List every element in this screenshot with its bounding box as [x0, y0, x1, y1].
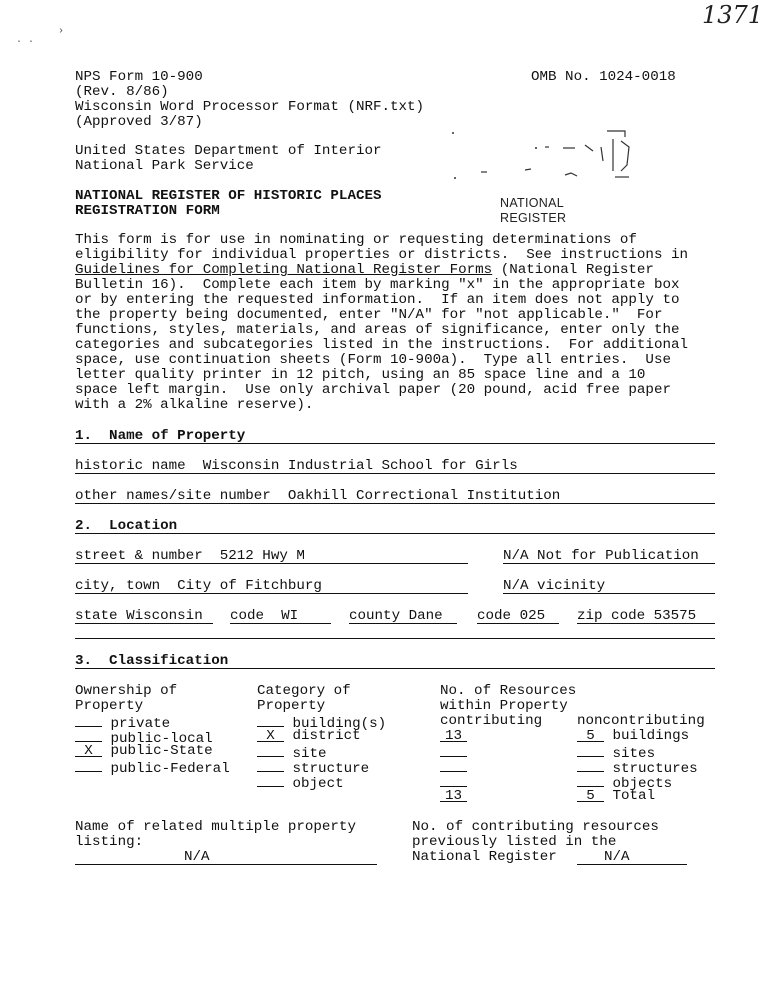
scan-speck-mark: · ·: [16, 37, 35, 48]
city-rule: [75, 593, 468, 594]
option-label: public-local: [110, 731, 213, 747]
handwritten-page-number: 1371: [702, 1, 764, 29]
noncontributing-total[interactable]: 5: [577, 789, 604, 802]
contributing-count[interactable]: [440, 744, 467, 757]
instructions-line: or by entering the requested information. If an item does not apply to: [75, 292, 680, 308]
instructions-line: the property being documented, enter "N/A" for "not applicable." For: [75, 307, 663, 323]
section-1-rule: [75, 443, 715, 444]
contributing-count[interactable]: [440, 759, 467, 772]
instructions-line: with a 2% alkaline reserve).: [75, 397, 314, 413]
resources-title: No. of Resources: [440, 683, 577, 699]
agency-service: National Park Service: [75, 158, 254, 174]
scan-speck-mark: ›: [58, 26, 65, 37]
form-approved: (Approved 3/87): [75, 114, 203, 130]
resource-label: structures: [612, 761, 698, 777]
previously-listed-label-3: National Register: [412, 849, 557, 865]
option-label: building(s): [292, 716, 387, 732]
instructions-line: This form is for use in nominating or requesting determinations of: [75, 232, 637, 248]
ownership-title: Ownership of: [75, 683, 178, 699]
checkbox-site[interactable]: [257, 744, 284, 757]
contributing-column-header: contributing: [440, 713, 543, 729]
other-names-rule: [75, 503, 715, 504]
resource-label: Total: [612, 788, 656, 804]
category-title: Category of: [257, 683, 351, 699]
state-code-rule: [230, 623, 331, 624]
option-label: object: [292, 776, 344, 792]
resources-row-buildings-non: [577, 729, 689, 744]
contributing-count[interactable]: [440, 774, 467, 787]
other-names-field: other names/site number Oakhill Correctional Institution: [75, 488, 561, 504]
form-format: Wisconsin Word Processor Format (NRF.txt): [75, 99, 425, 115]
resource-label: objects: [612, 776, 673, 792]
instructions-line: letter quality printer in 12 pitch, using an 85 space line and a 10: [75, 367, 646, 383]
form-revision: (Rev. 8/86): [75, 84, 169, 100]
county-rule: [349, 623, 457, 624]
related-listing-value[interactable]: N/A: [184, 849, 210, 865]
instructions-line: space left margin. Use only archival paper (20 pound, acid free paper: [75, 382, 671, 398]
street-rule: [75, 563, 468, 564]
received-stamp-marks: [445, 125, 645, 190]
omb-number: OMB No. 1024-0018: [531, 69, 676, 85]
category-option-district: [257, 729, 361, 744]
section-2-rule: [75, 533, 715, 534]
zip-rule: [577, 623, 715, 624]
historic-name-field: historic name Wisconsin Industrial School for Girls: [75, 458, 518, 474]
option-label: structure: [292, 761, 370, 777]
category-title-2: Property: [257, 698, 326, 714]
previously-listed-label: No. of contributing resources: [412, 819, 659, 835]
noncontributing-count[interactable]: [577, 774, 604, 787]
zip-code-field: zip code 53575: [577, 608, 697, 624]
related-listing-label-2: listing:: [75, 834, 144, 850]
resources-row-total: [440, 789, 467, 804]
ownership-option-public-federal: [75, 759, 230, 777]
guidelines-reference: Guidelines for Completing National Register Forms: [75, 262, 493, 278]
checkbox-public-state[interactable]: X: [75, 744, 102, 757]
category-option-object: [257, 774, 344, 792]
section-1-heading: 1. Name of Property: [75, 428, 246, 444]
city-town-field: city, town City of Fitchburg: [75, 578, 322, 594]
instructions-line: Bulletin 16). Complete each item by marking "x" in the appropriate box: [75, 277, 680, 293]
instructions-line-tail: (National Register: [492, 262, 654, 278]
previously-listed-rule: [577, 864, 687, 865]
stamp-national: NATIONAL: [500, 196, 564, 210]
checkbox-private[interactable]: [75, 714, 102, 727]
checkbox-public-local[interactable]: [75, 729, 102, 742]
form-subtitle: REGISTRATION FORM: [75, 203, 220, 219]
state-rule: [75, 623, 213, 624]
ownership-title-2: Property: [75, 698, 144, 714]
checkbox-object[interactable]: [257, 774, 284, 787]
checkbox-public-federal[interactable]: [75, 759, 102, 772]
checkbox-buildings[interactable]: [257, 714, 284, 727]
ownership-option-public-state: [75, 744, 213, 759]
agency-department: United States Department of Interior: [75, 143, 382, 159]
section-3-rule: [75, 668, 715, 669]
not-for-publication-rule: [503, 563, 715, 564]
noncontributing-count[interactable]: 5: [577, 729, 604, 742]
option-label: public-Federal: [110, 761, 230, 777]
noncontributing-column-header: noncontributing: [577, 713, 705, 729]
county-code-field: code 025: [477, 608, 546, 624]
section-3-heading: 3. Classification: [75, 653, 229, 669]
state-field: state Wisconsin: [75, 608, 203, 624]
section-2-heading: 2. Location: [75, 518, 178, 534]
contributing-count[interactable]: 13: [440, 729, 467, 742]
option-label: district: [292, 728, 361, 744]
resources-title-2: within Property: [440, 698, 568, 714]
resource-label: sites: [612, 746, 656, 762]
stamp-register: REGISTER: [500, 211, 567, 225]
previously-listed-value[interactable]: N/A: [604, 849, 630, 865]
form-number: NPS Form 10-900: [75, 69, 203, 85]
street-number-field: street & number 5212 Hwy M: [75, 548, 305, 564]
instructions-line: categories and subcategories listed in the instructions. For additional: [75, 337, 688, 353]
instructions-paragraph: [75, 233, 745, 413]
location-bottom-rule: [75, 638, 715, 639]
state-code-field: code WI: [230, 608, 299, 624]
resource-label: buildings: [612, 728, 690, 744]
contributing-total[interactable]: 13: [440, 789, 467, 802]
related-listing-rule: [75, 864, 377, 865]
option-label: public-State: [110, 743, 213, 759]
instructions-line: [75, 263, 745, 278]
checkbox-structure[interactable]: [257, 759, 284, 772]
vicinity-rule: [503, 593, 715, 594]
option-label: private: [110, 716, 171, 732]
noncontributing-count[interactable]: [577, 759, 604, 772]
option-label: site: [292, 746, 327, 762]
historic-name-rule: [75, 473, 715, 474]
county-code-rule: [477, 623, 559, 624]
form-title: NATIONAL REGISTER OF HISTORIC PLACES: [75, 188, 382, 204]
related-listing-label: Name of related multiple property: [75, 819, 356, 835]
checkbox-district[interactable]: X: [257, 729, 284, 742]
noncontributing-count[interactable]: [577, 744, 604, 757]
previously-listed-label-2: previously listed in the: [412, 834, 617, 850]
vicinity-field: N/A vicinity: [503, 578, 606, 594]
resources-row-total-non: [577, 789, 655, 804]
instructions-line: functions, styles, materials, and areas of significance, enter only the: [75, 322, 680, 338]
not-for-publication-field: N/A Not for Publication: [503, 548, 699, 564]
instructions-line: eligibility for individual properties or districts. See instructions in: [75, 247, 688, 263]
instructions-line: space, use continuation sheets (Form 10-900a). Type all entries. Use: [75, 352, 671, 368]
county-field: county Dane: [349, 608, 443, 624]
resources-row-buildings: [440, 729, 467, 744]
